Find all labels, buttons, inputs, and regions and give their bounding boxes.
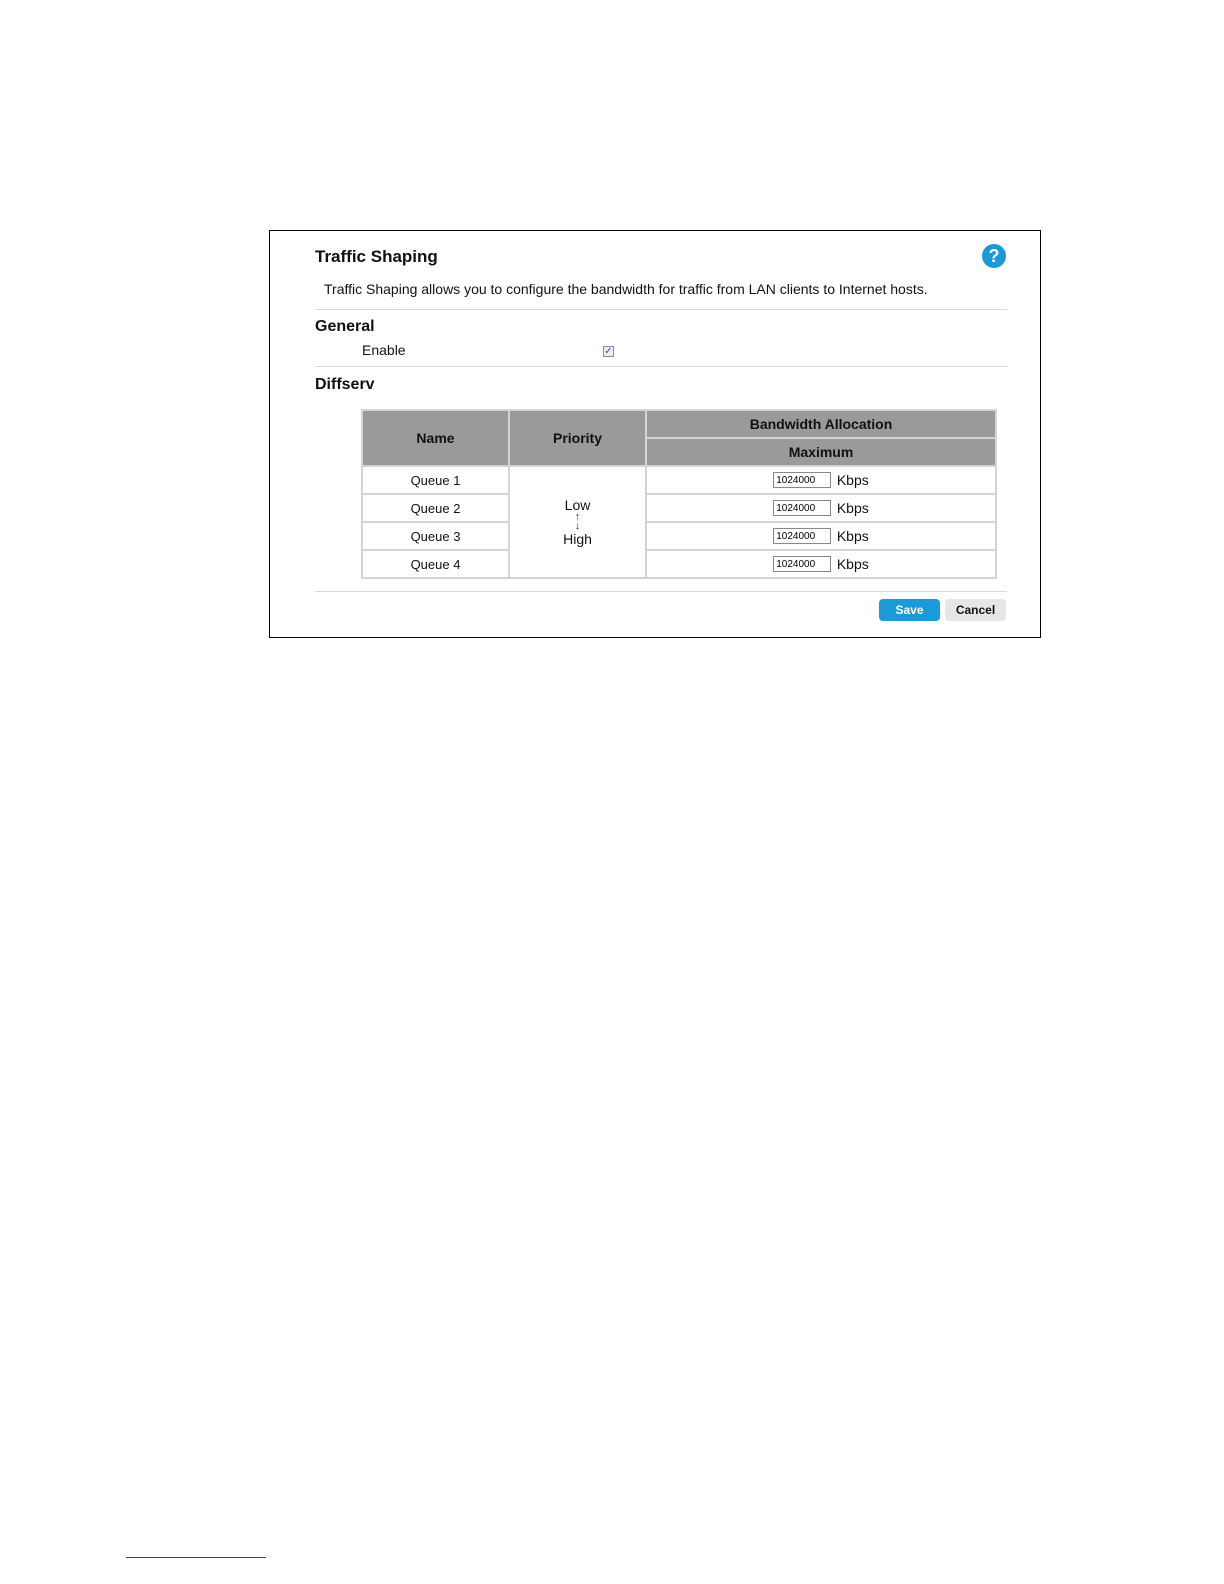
column-header-name: Name [362,410,509,466]
queue-name: Queue 2 [362,494,509,522]
column-header-priority: Priority [509,410,646,466]
queue-3-max-input[interactable] [773,528,831,544]
divider [315,591,1007,592]
priority-high-label: High [563,531,592,547]
page-title: Traffic Shaping [315,247,438,266]
unit-label: Kbps [836,556,869,573]
bandwidth-cell [646,494,996,522]
arrow-down-icon: ↓ [574,520,581,532]
section-title-general: General [315,318,375,335]
priority-cell [509,466,646,578]
enable-label: Enable [362,342,406,358]
enable-checkbox[interactable]: ✓ [604,346,613,357]
table-row [362,466,996,494]
bandwidth-cell [646,466,996,494]
section-title-diffserv: Diffserv [315,376,375,393]
question-circle-icon[interactable]: ? [982,244,1006,268]
traffic-shaping-panel [269,230,1041,638]
queue-4-max-input[interactable] [773,556,831,572]
table-row [362,522,996,550]
table-row [362,494,996,522]
divider [315,309,1007,310]
queue-2-max-input[interactable] [773,500,831,516]
priority-low-label: Low [564,497,591,513]
arrow-up-icon: ↑ [574,511,581,523]
unit-label: Kbps [836,500,869,517]
queue-name: Queue 1 [362,466,509,494]
column-header-maximum: Maximum [646,438,996,466]
page-description: Traffic Shaping allows you to configure the bandwidth for traffic from LAN clients to Internet hosts. [324,281,928,297]
unit-label: Kbps [836,528,869,545]
divider [315,366,1007,367]
bandwidth-cell [646,550,996,578]
unit-label: Kbps [836,472,869,489]
queue-name: Queue 3 [362,522,509,550]
diffserv-table [361,409,997,579]
cancel-button[interactable]: Cancel [945,599,1006,621]
table-row [362,550,996,578]
queue-name: Queue 4 [362,550,509,578]
column-header-bandwidth-allocation: Bandwidth Allocation [646,410,996,438]
save-button[interactable]: Save [879,599,940,621]
footnote-separator [126,1557,266,1558]
queue-1-max-input[interactable] [773,472,831,488]
bandwidth-cell [646,522,996,550]
